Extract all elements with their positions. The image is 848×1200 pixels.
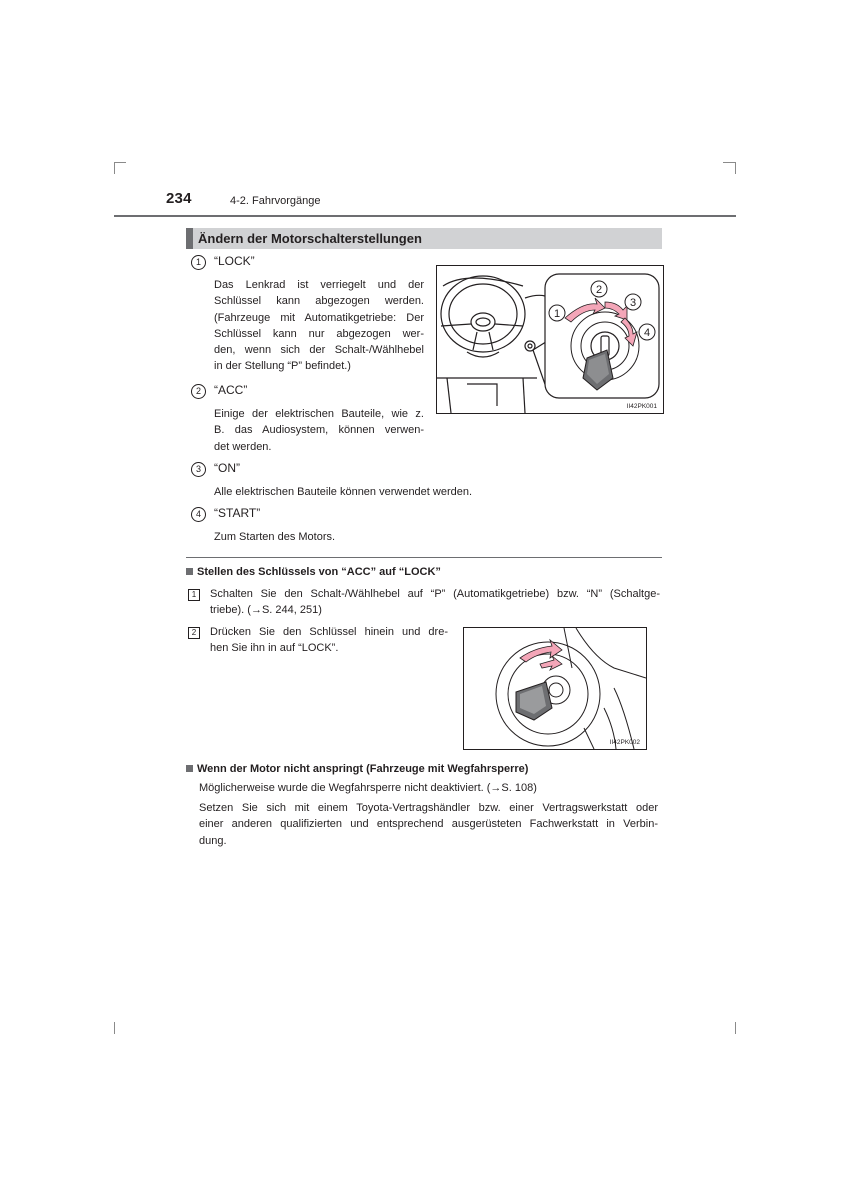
step-number-1: 1 — [188, 589, 200, 601]
position-label-lock: “LOCK” — [214, 254, 255, 268]
position-number-4: 4 — [191, 507, 206, 522]
bullet-square-icon — [186, 765, 193, 772]
position-desc-acc: Einige der elektrischen Bauteile, wie z. B. das Audiosystem, können verwen- det werden. — [214, 408, 424, 453]
step-1-text: Schalten Sie den Schalt-/Wählhebel auf “P” (Automatikgetriebe) bzw. “N” (Schaltge- triebe). (→S. 244, 251) — [210, 588, 660, 617]
figure-ignition-positions — [436, 265, 664, 414]
crop-mark-top-right-h — [723, 162, 735, 163]
crop-mark-top-right-v — [735, 162, 736, 174]
key-turn-illustration — [464, 628, 646, 749]
bullet-square-icon — [186, 568, 193, 575]
position-label-start: “START” — [214, 506, 261, 520]
subsection-acc-to-lock-title: Stellen des Schlüssels von “ACC” auf “LOCK” — [186, 566, 441, 578]
section-divider — [186, 557, 662, 558]
position-desc-on: Alle elektrischen Bauteile können verwendet werden. — [214, 486, 473, 498]
position-desc-lock: Das Lenkrad ist verriegelt und der Schlüssel kann abgezogen werden. (Fahrzeuge mit Automatikgetriebe: Der Schlüssel kann nur abgezogen wer- den, wenn sich der Schalt-/Wählhebel in der Stellung “P” befindet.) — [214, 279, 424, 373]
callout-1: 1 — [553, 308, 561, 320]
callout-2: 2 — [595, 284, 603, 296]
callout-4: 4 — [643, 327, 651, 339]
position-number-1: 1 — [191, 255, 206, 270]
section-title: Ändern der Motorschalterstellungen — [186, 228, 662, 249]
step-number-2: 2 — [188, 627, 200, 639]
page-number: 234 — [166, 190, 192, 207]
step-2-text: Drücken Sie den Schlüssel hinein und dre- hen Sie ihn in auf “LOCK”. — [210, 626, 448, 655]
crop-mark-bottom-left-v — [114, 1022, 115, 1034]
position-label-on: “ON” — [214, 461, 240, 475]
position-number-3: 3 — [191, 462, 206, 477]
position-label-acc: “ACC” — [214, 383, 248, 397]
crop-mark-top-left-h — [114, 162, 126, 163]
immobilizer-note: Möglicherweise wurde die Wegfahrsperre nicht deaktiviert. (→S. 108) — [199, 782, 537, 794]
crop-mark-top-left-v — [114, 162, 115, 174]
position-desc-start: Zum Starten des Motors. — [214, 531, 336, 543]
figure-key-turn-to-lock — [463, 627, 647, 750]
position-number-2: 2 — [191, 384, 206, 399]
callout-3: 3 — [629, 297, 637, 309]
ignition-dashboard-illustration — [437, 266, 663, 413]
dealer-contact-note: Setzen Sie sich mit einem Toyota-Vertragshändler bzw. einer Vertragswerkstatt oder einer anderen qualifizierten und entsprechend ausgerüsteten Fachwerkstatt in Verbin- dung. — [199, 802, 658, 847]
figure-code-2: II42PK002 — [609, 739, 640, 746]
header-rule — [114, 215, 736, 217]
crop-mark-bottom-right-v — [735, 1022, 736, 1034]
figure-code-1: II42PK001 — [626, 403, 657, 410]
chapter-title: 4-2. Fahrvorgänge — [230, 195, 321, 207]
subsection-engine-not-start-title: Wenn der Motor nicht anspringt (Fahrzeuge mit Wegfahrsperre) — [186, 763, 528, 775]
